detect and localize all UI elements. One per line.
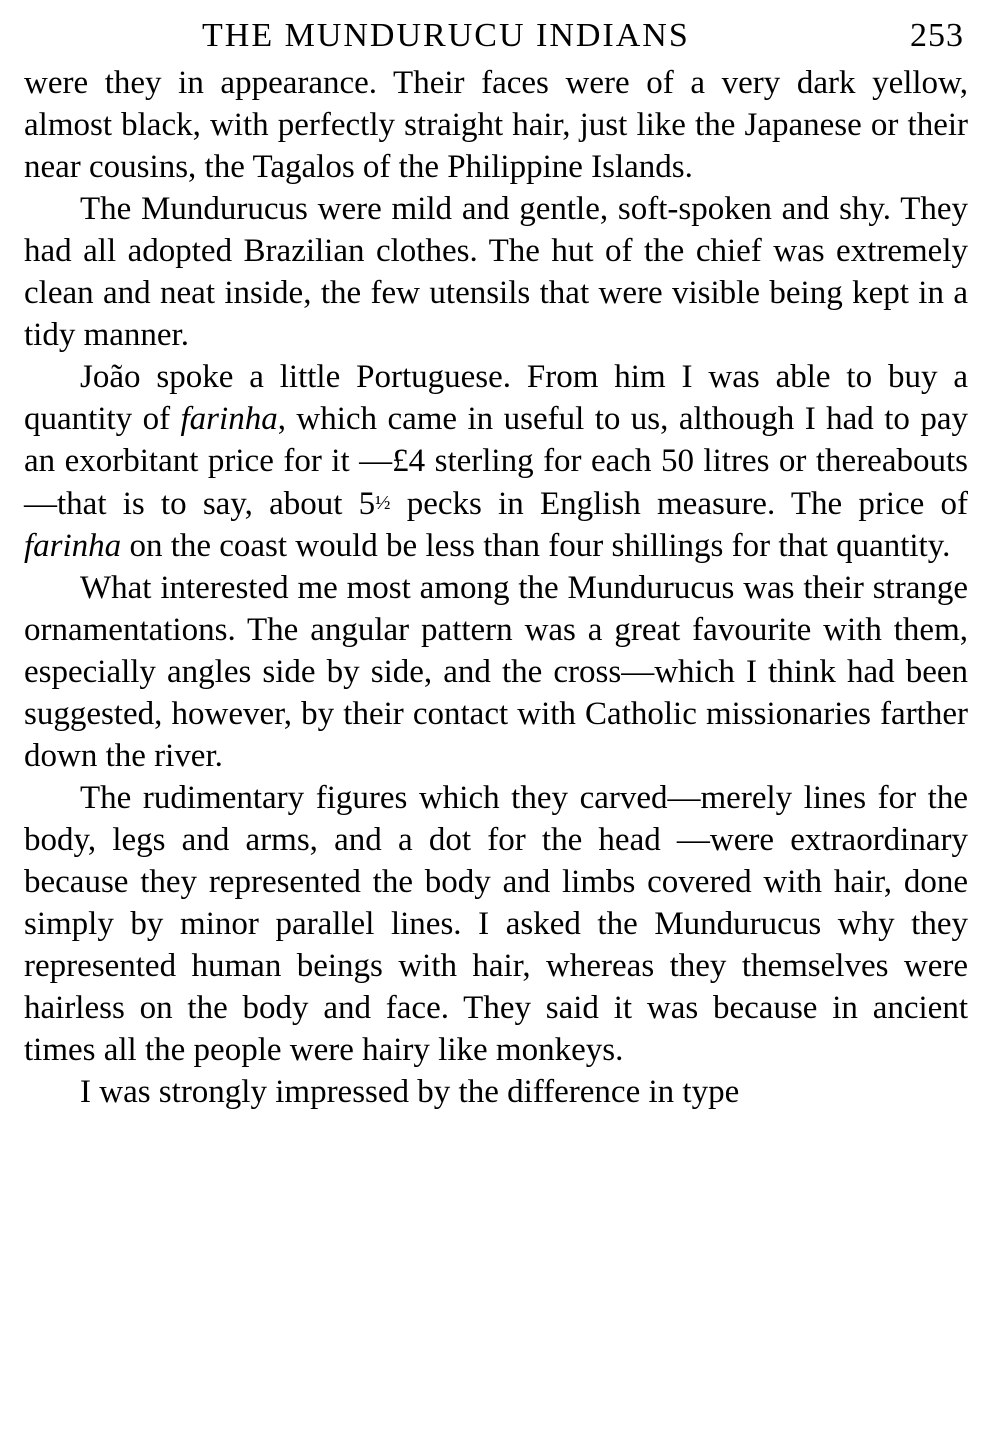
page-header (24, 14, 968, 58)
paragraph-3-part-1: João spoke a little Portuguese. From him I was able to buy a quantity of (24, 359, 968, 437)
running-head: THE MUNDURUCU INDIANS (202, 17, 690, 54)
page-number: 253 (910, 17, 964, 54)
farinha-italic-2: farinha (24, 528, 122, 565)
paragraph-3-part-3: pecks in English measure. The price of (390, 486, 969, 523)
paragraph-3-part-4: on the coast would be less than four shillings for that quantity. (121, 528, 951, 565)
farinha-italic-1: farinha (180, 401, 278, 437)
book-page (24, 14, 968, 1113)
paragraph-1: were they in appearance. Their faces were of a very dark yellow, almost black, with perfectly straight hair, just like the Japanese or their near cousins, the Tagalos of the Philippine Islands. (24, 65, 968, 185)
paragraph-3-part-2: , which came in useful to us, although I had to pay an exorbitant price for it —£4 sterling for each 50 litres or thereabouts—that is to say, about 5 (24, 401, 968, 523)
paragraph-4: What interested me most among the Mundurucus was their strange ornamentations. The angular pattern was a great favourite with them, especially angles side by side, and the cross—which I think had been suggested, however, by their contact with Catholic missionaries farther down the river. (24, 570, 968, 775)
paragraph-6: I was strongly impressed by the difference in type (80, 1074, 740, 1111)
fraction-half: ½ (375, 492, 391, 514)
body-text (24, 62, 968, 1113)
paragraph-2: The Mundurucus were mild and gentle, soft-spoken and shy. They had all adopted Brazilian clothes. The hut of the chief was extremely clean and neat inside, the few utensils that were visible being kept in a tidy manner. (24, 191, 968, 353)
paragraph-3 (24, 356, 968, 567)
paragraph-5: The rudimentary figures which they carved—merely lines for the body, legs and arms, and a dot for the head —were extraordinary because they represented the body and limbs covered with hair, done simply by minor parallel lines. I asked the Mundurucus why they represented human beings with hair, whereas they themselves were hairless on the body and face. They said it was because in ancient times all the people were hairy like monkeys. (24, 780, 968, 1069)
